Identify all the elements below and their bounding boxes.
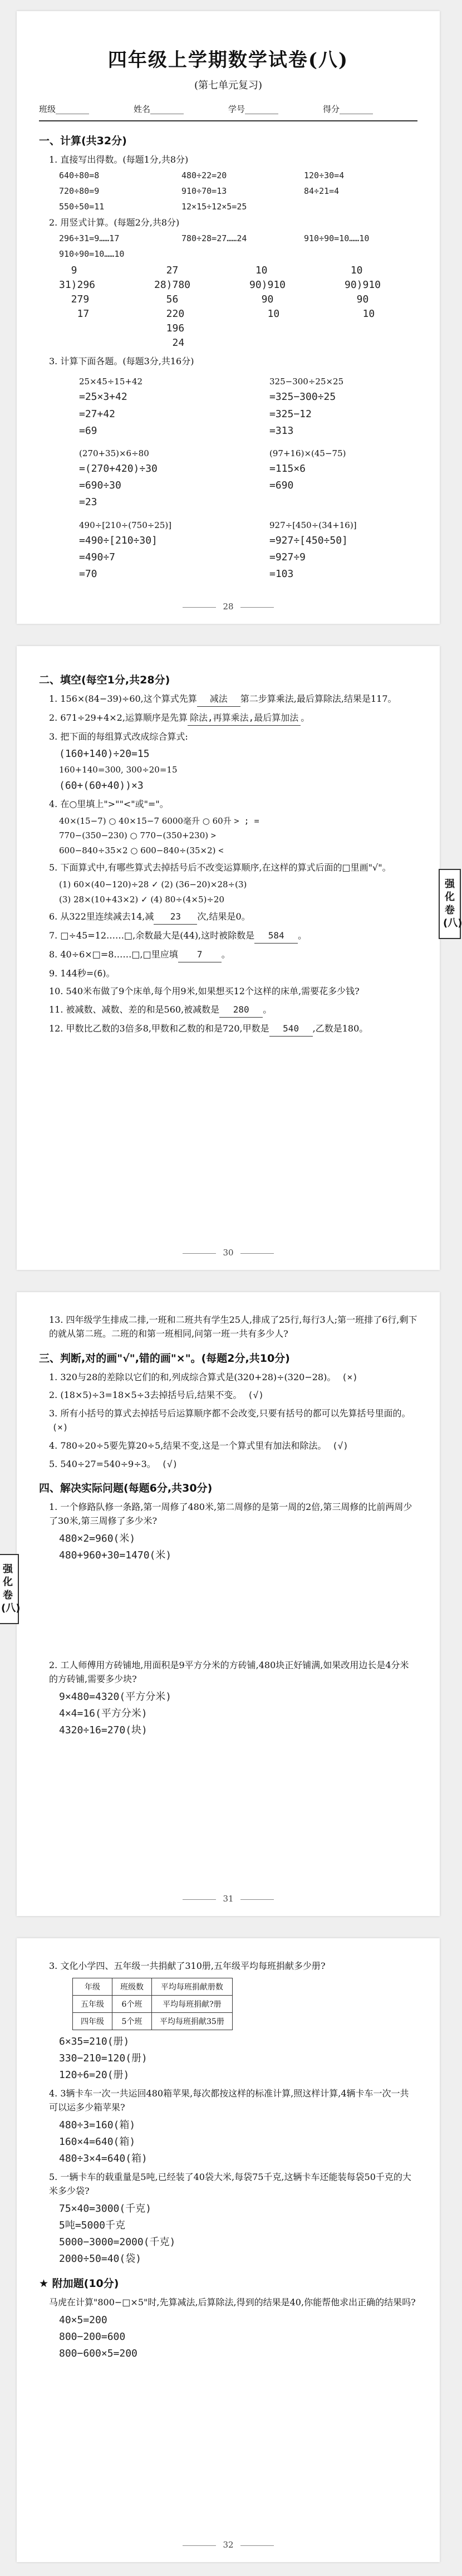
long-division-work: 10 90)910 90 10 [345, 264, 381, 320]
q2-work [59, 263, 417, 351]
q1-items [59, 170, 417, 212]
q3-step: =103 [269, 568, 294, 580]
judge-item: 1. 320与28的差除以它们的和,列成综合算式是(320+28)÷(320−28)。 (×) [49, 1371, 358, 1382]
fill-item-2: 2. 671÷29+4×2,运算顺序是先算 除法,再算乘法,最后算加法 。 [49, 711, 417, 726]
fill-item-6: 6. 从322里连续减去14,减 23 次,结果是0。 [49, 910, 417, 925]
fill-item-4: 4. 在○里填上">""<"或"="。 [49, 799, 169, 810]
problem-work: 9×480=4320(平方分米) [59, 1690, 172, 1703]
answer-blank: 280 [219, 1003, 263, 1018]
side-tab-label: 强化卷(八) [439, 869, 461, 939]
q3-step: =23 [79, 496, 97, 509]
fill-item-13: 13. 四年级学生排成二排,一班和二班共有学生25人,排成了25行,每行3人;第一班排了6行,剩下的就从第二班。二班的和第一班相同,问第一班一共有多少人? [49, 1314, 417, 1339]
word-problem-2: 2. 工人师傅用方砖铺地,用面积是9平方分米的方砖铺,480块正好铺满,如果改用边长是4分米的方砖铺,需要多少块? [49, 1660, 409, 1684]
problem-work: 800−600×5=200 [59, 2347, 137, 2359]
q3-step: =313 [269, 424, 294, 437]
answer-blank: 23 [154, 910, 197, 925]
exam-page-32 [17, 1938, 440, 2562]
q2-label: 2. 用竖式计算。(每题2分,共8分) [49, 217, 180, 228]
q3-expression: 25×45÷15+42 [79, 376, 143, 387]
exam-page-30 [17, 646, 462, 1270]
problem-work: 4320÷16=270(块) [59, 1724, 148, 1736]
fill-item-3b-answer: (60+(60+40))×3 [59, 779, 144, 791]
q3-expression: 927÷[450÷(34+16)] [269, 520, 357, 530]
q2-item: 910÷90=10……10 [304, 233, 370, 243]
exam-subtitle: (第七单元复习) [194, 80, 263, 91]
problem-work: 4×4=16(平方分米) [59, 1707, 148, 1719]
q3-label: 3. 计算下面各题。(每题3分,共16分) [49, 356, 194, 367]
q3-step: =490÷7 [79, 551, 116, 564]
problem-work: 5吨=5000千克 [59, 2219, 126, 2231]
table-cell: 6个班 [112, 1995, 152, 2012]
section-fill-in-heading: 二、填空(每空1分,共28分) [39, 674, 170, 686]
fill-item-1: 1. 156×(84−39)÷60,这个算式先算 减法 第二步算乘法,最后算除法,结果是117。 [49, 692, 417, 707]
student-info-line [39, 103, 417, 121]
page-number: 28 [17, 602, 440, 612]
class-field: 班级________ [39, 104, 90, 114]
name-field: 姓名________ [134, 104, 184, 114]
q3-step: =490÷[210÷30] [79, 535, 158, 547]
q1-item: 720÷80=9 [59, 185, 100, 196]
long-division-work: 27 28)780 56 220 196 24 [154, 264, 191, 349]
q3-step: =690 [269, 480, 294, 492]
section-judge-heading: 三、判断,对的画"√",错的画"×"。(每题2分,共10分) [39, 1352, 290, 1365]
problem-work: 75×40=3000(千克) [59, 2202, 152, 2215]
fill-item-12: 12. 甲数比乙数的3倍多8,甲数和乙数的和是720,甲数是 540 ,乙数是180。 [49, 1022, 417, 1037]
table-header: 平均每班捐献册数 [152, 1978, 233, 1995]
q3-step: =(270+420)÷30 [79, 463, 158, 475]
bonus-problem: 马虎在计算"800−□×5"时,先算减法,后算除法,得到的结果是40,你能帮他求出正确的结果吗? [49, 2296, 416, 2308]
table-header: 年级 [73, 1978, 112, 1995]
q3-row-2 [59, 445, 417, 512]
side-tab-label: 强化卷(八) [0, 1554, 19, 1624]
fill-item-10: 10. 540米布做了9个床单,每个用9米,如果想买12个这样的床单,需要花多少钱? [49, 986, 360, 997]
problem-work: 5000−3000=2000(千克) [59, 2236, 176, 2248]
q3-problem [59, 445, 227, 512]
q3-step: =325−300÷25 [269, 391, 336, 403]
page-number: 31 [17, 1894, 440, 1904]
judge-item: 3. 所有小括号的算式去掉括号后运算顺序都不会改变,只要有括号的都可以先算括号里面的。 (×) [49, 1408, 411, 1433]
q2-items [59, 233, 417, 259]
q1-item: 84÷21=4 [304, 185, 340, 196]
long-division-work: 9 31)296 279 17 [59, 264, 96, 320]
table-cell: 平均每班捐献35册 [152, 2012, 233, 2030]
q2-item: 780÷28=27……24 [181, 233, 247, 243]
exam-page-31 [1, 1292, 440, 1916]
problem-work: 160×4=640(箱) [59, 2135, 136, 2148]
q1-item: 910÷70=13 [181, 185, 227, 196]
word-problem-3: 3. 文化小学四、五年级一共捐献了310册,五年级平均每班捐献多少册? [49, 1961, 326, 1971]
q3-expression: 490÷[210÷(750÷25)] [79, 520, 172, 530]
q3-expression: 325−300÷25×25 [269, 376, 344, 387]
table-cell: 五年级 [73, 1995, 112, 2012]
q1-item: 12×15÷12×5=25 [181, 201, 247, 212]
fill-item-3: 3. 把下面的每组算式改成综合算式: [49, 731, 188, 742]
table-row [73, 1995, 233, 2012]
fill-item-11: 11. 被减数、减数、差的和是560,被减数是 280 。 [49, 1003, 417, 1018]
bracket-row: (1) 60×(40−120)÷28 ✓ (2) (36−20)×28÷(3) [59, 879, 247, 890]
q1-label: 1. 直接写出得数。(每题1分,共8分) [49, 154, 189, 165]
q3-problem [249, 445, 417, 512]
table-row [73, 2012, 233, 2030]
exam-title: 四年级上学期数学试卷(八) [107, 49, 349, 71]
problem-work: 480÷3×4=640(箱) [59, 2152, 148, 2164]
compare-row: 40×(15−7) ○ 40×15−7 6000毫升 ○ 60升 > ; = [59, 815, 259, 826]
bracket-row: (3) 28×(10+43×2) ✓ (4) 80÷(4×5)÷20 [59, 894, 225, 905]
problem-work: 2000÷50=40(袋) [59, 2252, 142, 2265]
answer-blank: 7 [178, 948, 222, 962]
q3-problem [59, 517, 227, 584]
problem-work: 480+960+30=1470(米) [59, 1549, 172, 1562]
q3-expression: (97+16)×(45−75) [269, 448, 346, 458]
q3-problem [249, 373, 417, 441]
problem-work: 480×2=960(米) [59, 1532, 136, 1544]
q3-problem [59, 373, 227, 441]
q3-step: =25×3+42 [79, 391, 127, 403]
table-header: 班级数 [112, 1978, 152, 1995]
problem-work: 40×5=200 [59, 2314, 107, 2326]
word-problem-4: 4. 3辆卡车一次一共运回480箱苹果,每次都按这样的标准计算,照这样计算,4辆卡车一次一共可以运多少箱苹果? [49, 2088, 409, 2113]
q1-item: 640÷80=8 [59, 170, 100, 180]
problem-work: 330−210=120(册) [59, 2052, 148, 2064]
fill-item-5: 5. 下面算式中,有哪些算式去掉括号后不改变运算顺序,在这样的算式后面的□里画"√"。 [49, 862, 391, 873]
table-header-row [73, 1978, 233, 1995]
q3-step: =70 [79, 568, 97, 580]
section-word-problems-heading: 四、解决实际问题(每题6分,共30分) [39, 1482, 213, 1495]
q1-item: 480÷22=20 [181, 170, 227, 180]
answer-blank: 540 [269, 1022, 313, 1037]
problem-work: 120÷6=20(册) [59, 2069, 130, 2081]
compare-row: 770−(350−230) ○ 770−(350+230) > [59, 830, 216, 841]
q3-step: =27+42 [79, 408, 116, 420]
q3-step: =69 [79, 424, 97, 437]
section-calculation-heading: 一、计算(共32分) [39, 135, 127, 147]
judge-item: 2. (18×5)÷3=18×5÷3去掉括号后,结果不变。 (√) [49, 1390, 264, 1401]
q3-expression: (270+35)×6÷80 [79, 448, 149, 458]
q2-item: 296÷31=9……17 [59, 233, 120, 243]
page-number: 32 [17, 2540, 440, 2550]
fill-item-9: 9. 144秒=(6)。 [49, 967, 115, 979]
problem-work: 800−200=600 [59, 2330, 126, 2343]
exam-page-28 [17, 11, 440, 624]
answer-blank: 减法 [197, 692, 240, 707]
q3-step: =115×6 [269, 463, 306, 475]
table-cell: 平均每班捐献?册 [152, 1995, 233, 2012]
donation-table [72, 1978, 233, 2030]
word-problem-1: 1. 一个修路队修一条路,第一周修了480米,第二周修的是第一周的2倍,第三周修的比前两周少了30米,第三周修了多少米? [49, 1502, 412, 1527]
fill-item-3b: 160+140=300, 300÷20=15 [59, 765, 178, 775]
table-cell: 5个班 [112, 2012, 152, 2030]
judge-item: 5. 540÷27=540÷9÷3。 (√) [49, 1458, 178, 1469]
score-field: 得分________ [323, 104, 373, 114]
table-cell: 四年级 [73, 2012, 112, 2030]
q1-item: 120÷30=4 [304, 170, 345, 180]
judge-item: 4. 780÷20÷5要先算20÷5,结果不变,这是一个算式里有加法和除法。 (√) [49, 1440, 348, 1451]
fill-item-7: 7. □÷45=12……□,余数最大是(44),这时被除数是 584 。 [49, 929, 417, 944]
long-division-work: 10 90)910 90 10 [249, 264, 286, 320]
q3-step: =690÷30 [79, 480, 121, 492]
q2-item: 910÷90=10……10 [59, 248, 125, 259]
fill-item-3-answer: (160+140)÷20=15 [59, 748, 150, 760]
q3-row-1 [59, 373, 417, 441]
bonus-heading: ★ 附加题(10分) [39, 2277, 119, 2290]
id-field: 学号________ [228, 104, 279, 114]
answer-blank: 除法,再算乘法,最后算加法 [188, 711, 301, 726]
compare-row: 600−840÷35×2 ○ 600−840÷(35×2) < [59, 845, 224, 856]
problem-work: 480÷3=160(箱) [59, 2119, 136, 2131]
page-number: 30 [17, 1248, 440, 1258]
q3-row-3 [59, 517, 417, 584]
q3-step: =927÷9 [269, 551, 306, 564]
q3-step: =927÷[450÷50] [269, 535, 348, 547]
word-problem-5: 5. 一辆卡车的载重量是5吨,已经装了40袋大米,每袋75千克,这辆卡车还能装每袋50千克的大米多少袋? [49, 2171, 411, 2196]
answer-blank: 584 [254, 929, 298, 944]
q1-item: 550÷50=11 [59, 201, 105, 212]
q3-problem [249, 517, 417, 584]
problem-work: 6×35=210(册) [59, 2035, 130, 2047]
fill-item-8: 8. 40÷6×□=8……□,□里应填 7 。 [49, 948, 417, 962]
q3-step: =325−12 [269, 408, 312, 420]
